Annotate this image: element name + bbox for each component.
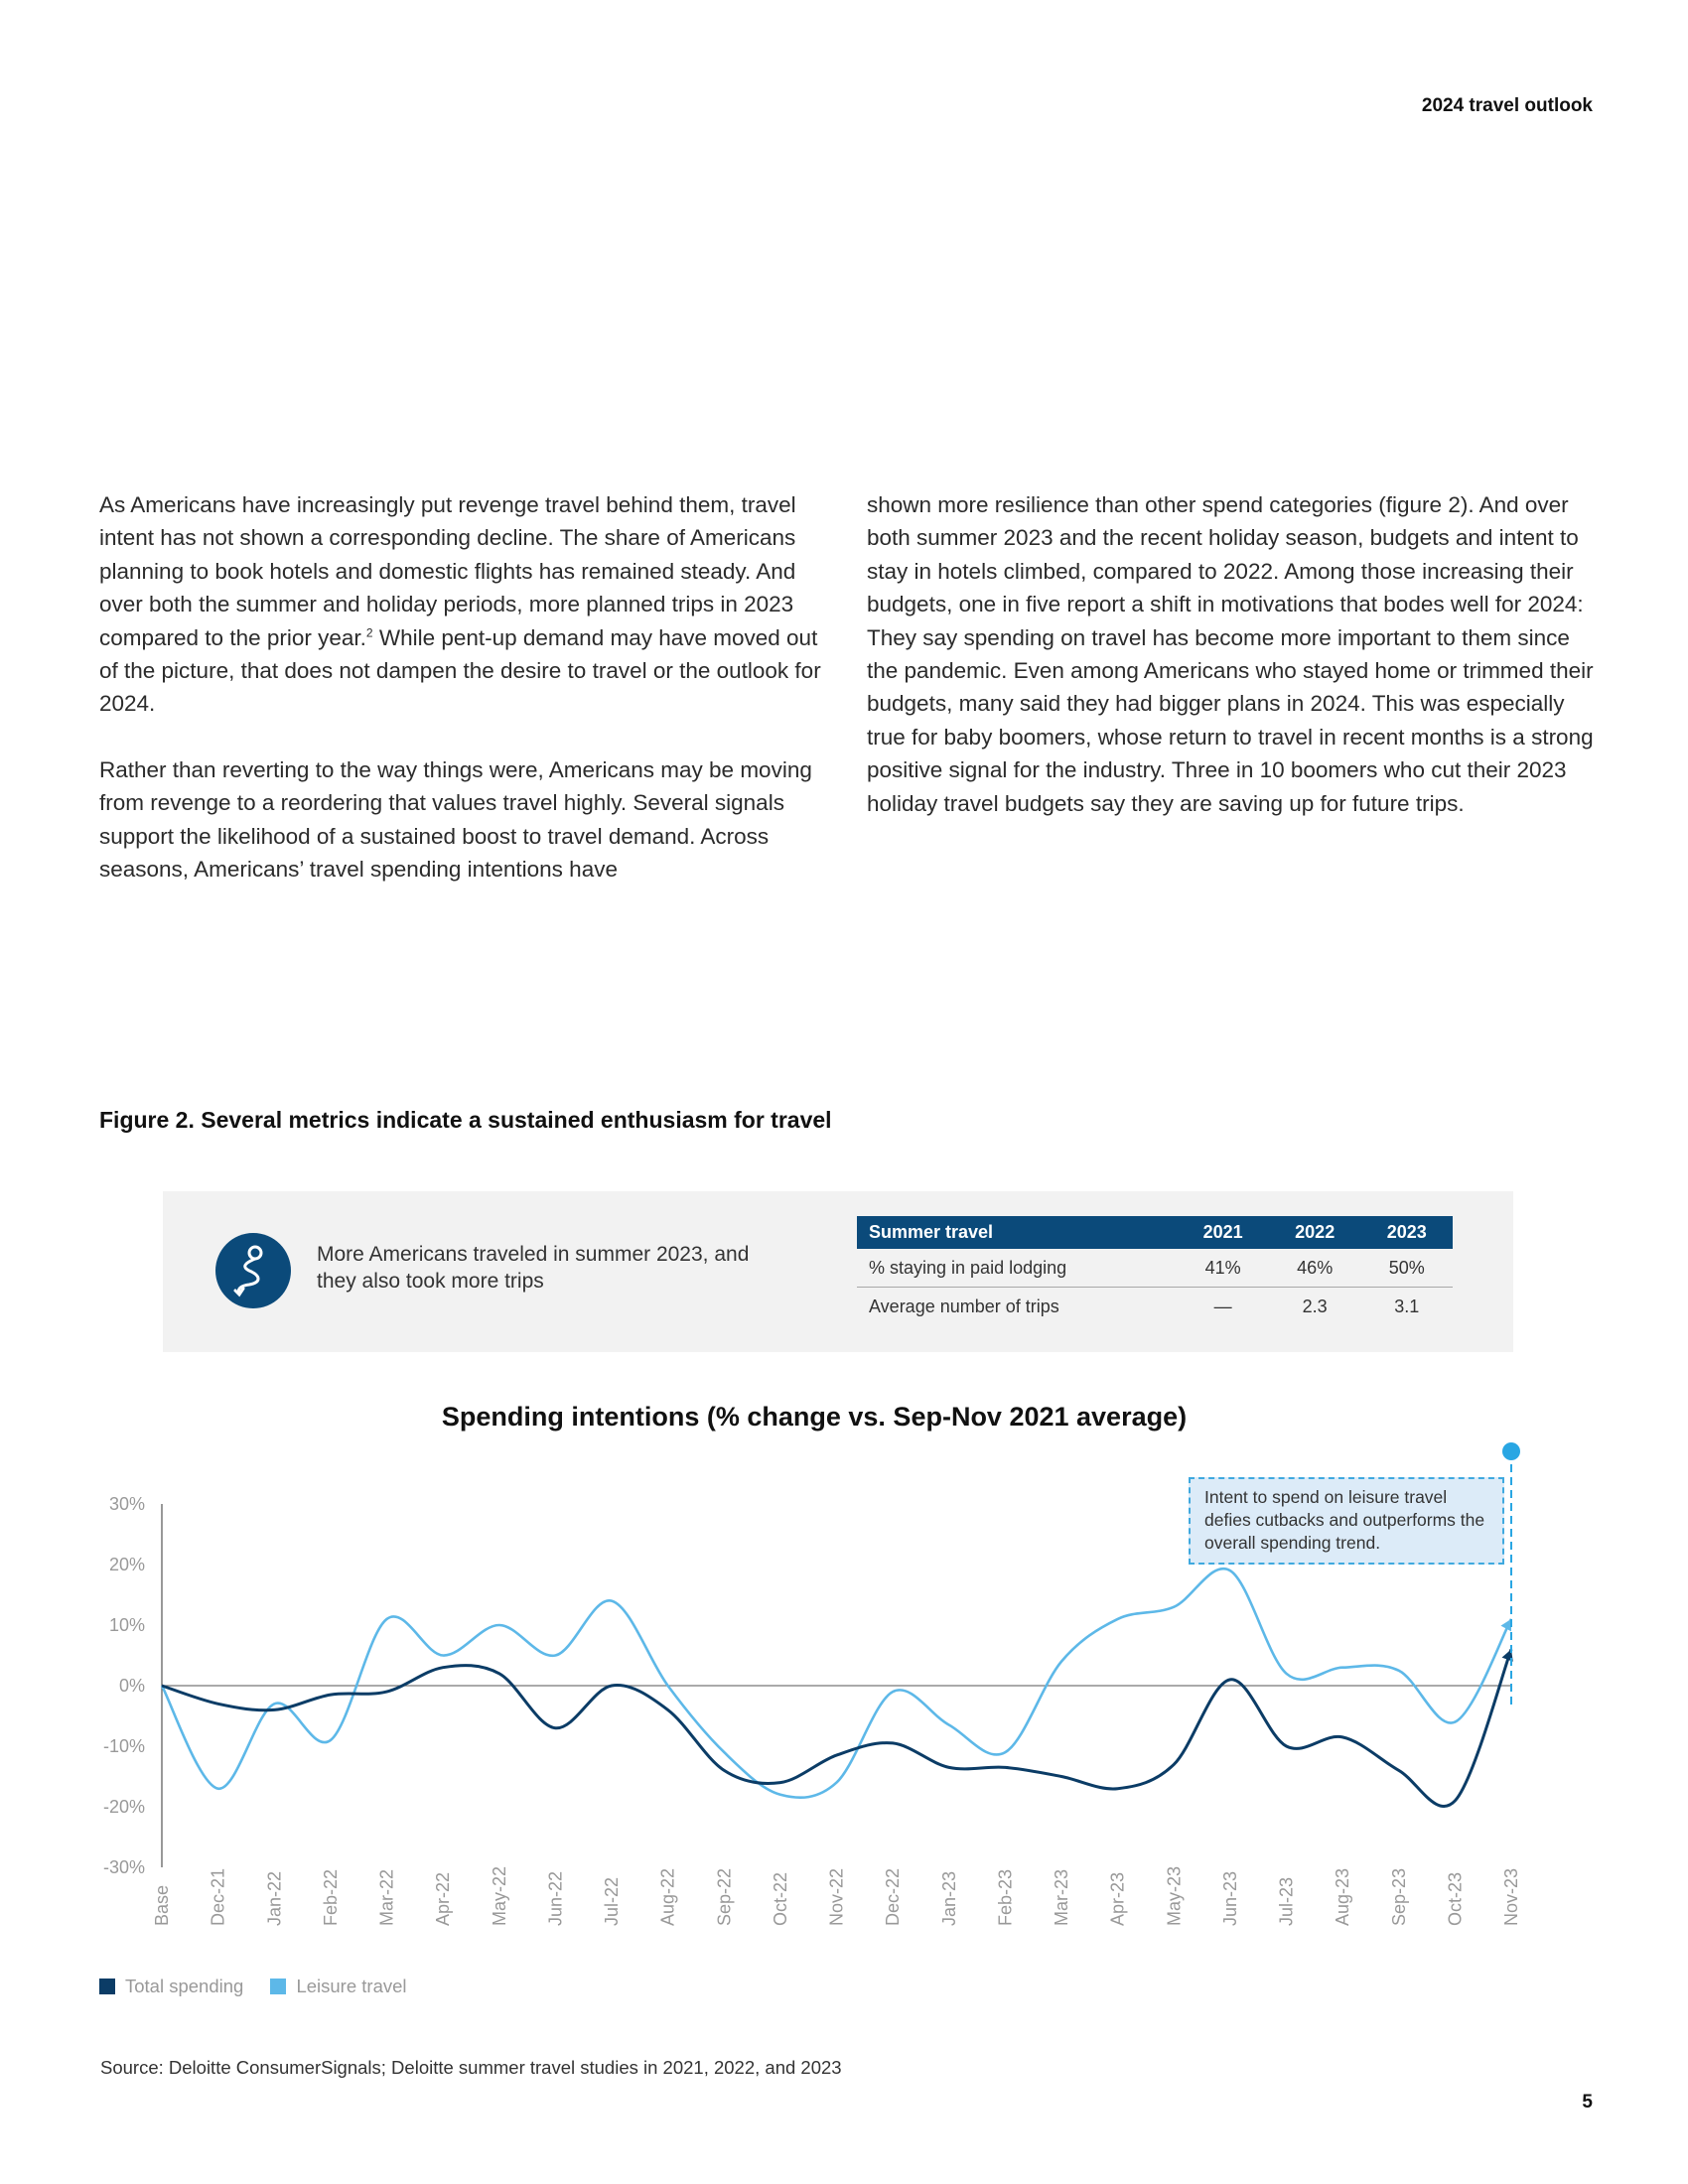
- body-column-right: [867, 488, 1597, 853]
- body-paragraph: shown more resilience than other spend categories (figure 2). And over both summer 2023 and the recent holiday season, budgets and intent to stay in hotels climbed, compared to 2022. Among those increasing their budgets, one in five report a shift in motivations that bodes well for 2024: They say spending on travel has become more important to them since the pandemic. Even among Americans who stayed home or trimmed their budgets, many said they had bigger plans in 2024. This was especially true for baby boomers, whose return to travel in recent months is a strong positive signal for the industry. Three in 10 boomers who cut their 2023 holiday travel budgets say they are saving up for future trips.: [867, 492, 1594, 816]
- x-tick-label: Base: [152, 1884, 172, 1926]
- legend-swatch-leisure: [270, 1979, 286, 1994]
- table-cell: 41%: [1177, 1249, 1269, 1288]
- summer-travel-table: [857, 1216, 1453, 1325]
- y-tick-label: 20%: [108, 1555, 145, 1574]
- table-cell: 46%: [1269, 1249, 1361, 1288]
- table-cell: 3.1: [1394, 1296, 1420, 1316]
- table-row: [857, 1288, 1453, 1326]
- panel-text: More Americans traveled in summer 2023, and they also took more trips: [317, 1243, 750, 1293]
- legend-item-leisure: Leisure travel: [270, 1976, 406, 1997]
- x-tick-label: Apr-23: [1107, 1871, 1128, 1926]
- table-cell: Average number of trips: [869, 1296, 1059, 1316]
- x-tick-label: Oct-22: [770, 1871, 790, 1926]
- source-note: Source: Deloitte ConsumerSignals; Deloitte summer travel studies in 2021, 2022, and 2023: [100, 2057, 842, 2078]
- x-tick-label: Feb-23: [995, 1868, 1016, 1926]
- x-tick-label: Jan-23: [938, 1870, 959, 1926]
- chart-callout: Intent to spend on leisure travel defies cutbacks and outperforms the overall spending trend.: [1189, 1477, 1504, 1565]
- page-number: 5: [1582, 2092, 1593, 2113]
- y-tick-label: 30%: [108, 1494, 145, 1514]
- x-tick-label: Apr-22: [433, 1871, 454, 1926]
- x-tick-label: Nov-22: [826, 1867, 847, 1926]
- x-tick-label: Feb-22: [320, 1868, 341, 1926]
- x-tick-label: Mar-23: [1052, 1868, 1071, 1926]
- figure-title: Figure 2. Several metrics indicate a sustained enthusiasm for travel: [99, 1107, 832, 1133]
- x-tick-label: Jan-22: [264, 1870, 285, 1926]
- x-tick-label: Nov-23: [1501, 1867, 1521, 1926]
- x-tick-label: Sep-22: [714, 1867, 735, 1926]
- callout-marker-dot: [1502, 1442, 1520, 1460]
- x-tick-label: Dec-21: [208, 1867, 228, 1926]
- x-tick-label: Jun-23: [1219, 1870, 1240, 1926]
- x-tick-label: Dec-22: [883, 1867, 904, 1926]
- legend-swatch-total: [99, 1979, 115, 1994]
- body-paragraph: Rather than reverting to the way things were, Americans may be moving from revenge to a reordering that values travel highly. Several signals support the likelihood of a sustained boost to travel demand. Across seasons, Americans’ travel spending intentions have: [99, 756, 812, 883]
- running-header: 2024 travel outlook: [1421, 95, 1593, 116]
- y-tick-label: 10%: [108, 1615, 145, 1635]
- x-tick-label: May-23: [1164, 1865, 1185, 1926]
- table-header-cell: 2022: [1269, 1216, 1361, 1249]
- x-tick-label: Jul-22: [602, 1876, 622, 1926]
- series-line-leisure-travel: [162, 1569, 1511, 1798]
- x-tick-label: Sep-23: [1388, 1867, 1409, 1926]
- x-tick-label: Aug-22: [657, 1867, 678, 1926]
- table-header-cell: 2023: [1360, 1216, 1453, 1249]
- table-cell: 50%: [1360, 1249, 1453, 1288]
- table-row: [857, 1249, 1453, 1288]
- travel-route-icon: [215, 1233, 291, 1308]
- x-tick-label: Jul-23: [1276, 1876, 1297, 1926]
- footnote-marker[interactable]: 2: [365, 625, 373, 640]
- x-tick-label: Aug-23: [1333, 1867, 1353, 1926]
- table-cell: % staying in paid lodging: [857, 1249, 1177, 1288]
- legend-item-total: Total spending: [99, 1976, 243, 1997]
- table-header-row: [857, 1216, 1453, 1249]
- body-column-left: [99, 488, 829, 918]
- chart-legend: [99, 1976, 429, 1997]
- x-tick-label: Jun-22: [545, 1870, 566, 1926]
- body-paragraph: As Americans have increasingly put revenge travel behind them, travel intent has not shown a corresponding decline. The share of Americans planning to book hotels and domestic flights has remained steady. And over both the summer and holiday periods, more planned trips in 2023 compared to the prior year.$^2$ While pent-up demand may have moved out of the picture, that does not dampen the desire to travel or the outlook for 2024.: [99, 492, 821, 717]
- y-tick-label: -20%: [102, 1797, 145, 1817]
- x-tick-label: Mar-22: [376, 1868, 397, 1926]
- x-tick-label: May-22: [489, 1865, 509, 1926]
- x-tick-label: Oct-23: [1445, 1871, 1466, 1926]
- y-tick-label: -30%: [102, 1857, 145, 1877]
- table-cell: 2.3: [1302, 1296, 1328, 1316]
- y-tick-label: 0%: [118, 1676, 145, 1696]
- y-tick-label: -10%: [102, 1736, 145, 1756]
- table-header-cell: 2021: [1177, 1216, 1269, 1249]
- chart-title: Spending intentions (% change vs. Sep-Nov 2021 average): [441, 1402, 1188, 1432]
- table-header-cell: Summer travel: [857, 1216, 1177, 1249]
- summer-travel-panel: [163, 1191, 1513, 1352]
- table-cell: —: [1213, 1296, 1232, 1316]
